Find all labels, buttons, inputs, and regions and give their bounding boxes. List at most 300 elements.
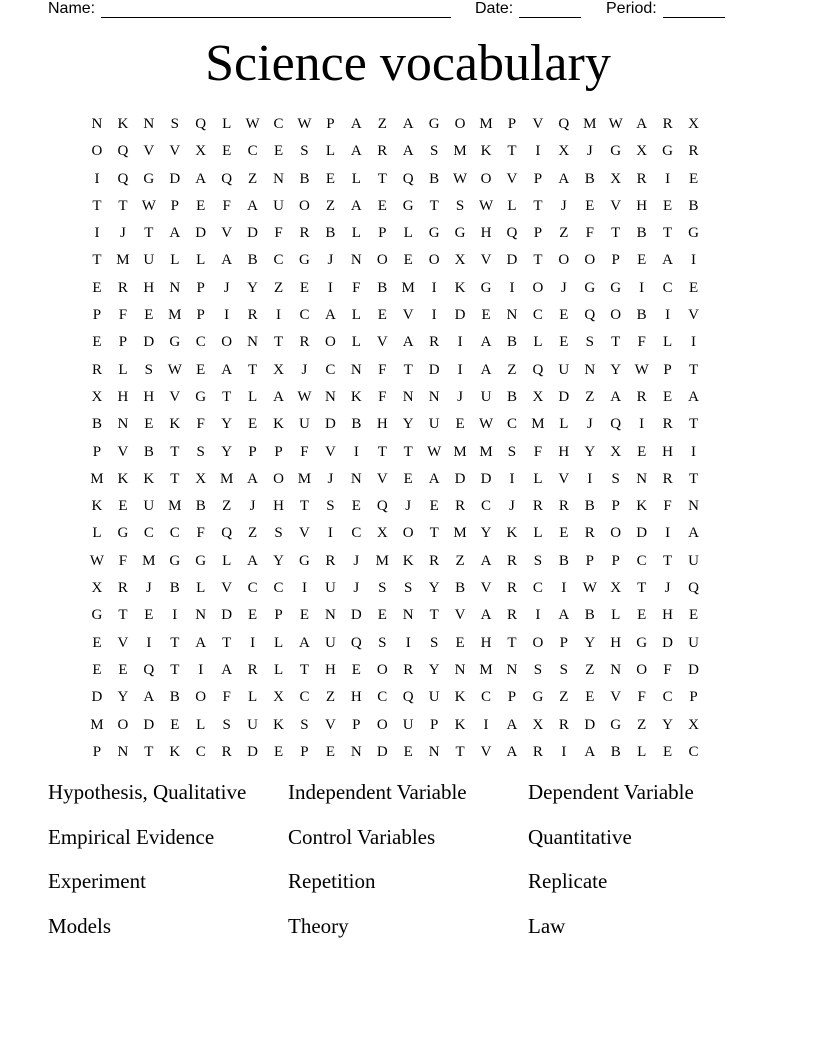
grid-letter[interactable]: C (377, 689, 388, 706)
grid-letter[interactable]: H (558, 443, 570, 460)
grid-letter[interactable]: O (610, 525, 622, 542)
grid-letter[interactable]: N (506, 661, 518, 678)
grid-letter[interactable]: U (143, 498, 155, 515)
grid-letter[interactable]: S (378, 634, 387, 651)
grid-letter[interactable]: E (403, 470, 413, 487)
grid-letter[interactable]: X (688, 716, 699, 733)
grid-letter[interactable]: F (663, 498, 672, 515)
grid-letter[interactable]: G (143, 170, 155, 187)
grid-letter[interactable]: L (663, 334, 673, 351)
grid-letter[interactable]: U (247, 716, 259, 733)
grid-letter[interactable]: V (558, 470, 570, 487)
grid-letter[interactable]: V (506, 170, 518, 187)
grid-letter[interactable]: S (196, 443, 205, 460)
grid-letter[interactable]: Y (480, 525, 492, 542)
grid-letter[interactable]: W (453, 170, 468, 187)
grid-letter[interactable]: D (454, 470, 466, 487)
grid-letter[interactable]: G (299, 252, 310, 269)
grid-letter[interactable]: A (299, 634, 310, 651)
grid-letter[interactable]: E (559, 525, 569, 542)
grid-letter[interactable]: N (402, 607, 414, 624)
grid-letter[interactable]: D (169, 170, 181, 187)
grid-letter[interactable]: M (219, 470, 234, 487)
grid-letter[interactable]: R (429, 552, 440, 569)
grid-letter[interactable]: A (273, 388, 284, 405)
grid-letter[interactable]: H (350, 689, 362, 706)
grid-letter[interactable]: E (351, 661, 361, 678)
grid-letter[interactable]: X (610, 170, 622, 187)
grid-letter[interactable]: P (507, 116, 517, 132)
grid-letter[interactable]: N (688, 498, 699, 515)
grid-letter[interactable]: J (586, 143, 593, 160)
grid-letter[interactable]: P (689, 689, 698, 706)
grid-letter[interactable]: Y (584, 443, 596, 460)
grid-letter[interactable]: V (221, 225, 233, 242)
grid-letter[interactable]: J (145, 580, 152, 597)
grid-letter[interactable]: Z (325, 197, 335, 214)
grid-letter[interactable]: E (377, 307, 387, 324)
grid-letter[interactable]: W (141, 197, 156, 214)
grid-letter[interactable]: Q (117, 143, 129, 160)
grid-letter[interactable]: J (405, 498, 412, 515)
grid-letter[interactable]: U (480, 388, 492, 405)
grid-letter[interactable]: U (688, 634, 699, 651)
grid-letter[interactable]: I (224, 307, 230, 324)
grid-letter[interactable]: F (533, 443, 543, 460)
grid-letter[interactable]: E (144, 307, 154, 324)
grid-letter[interactable]: D (143, 716, 155, 733)
grid-letter[interactable]: N (247, 334, 259, 351)
grid-letter[interactable]: X (195, 143, 207, 160)
grid-letter[interactable]: G (169, 334, 181, 351)
grid-letter[interactable]: M (479, 661, 493, 678)
grid-letter[interactable]: B (455, 580, 466, 597)
grid-letter[interactable]: X (532, 388, 544, 405)
grid-letter[interactable]: Z (455, 552, 465, 569)
grid-letter[interactable]: C (532, 580, 543, 597)
grid-letter[interactable]: X (376, 525, 388, 542)
grid-letter[interactable]: B (584, 170, 595, 187)
grid-letter[interactable]: I (561, 743, 567, 760)
grid-letter[interactable]: Y (662, 716, 674, 733)
grid-letter[interactable]: V (376, 470, 388, 487)
period-field[interactable] (606, 0, 725, 18)
grid-letter[interactable]: I (327, 279, 333, 296)
grid-letter[interactable]: V (376, 334, 388, 351)
grid-letter[interactable]: I (639, 416, 645, 433)
grid-letter[interactable]: J (664, 580, 671, 597)
grid-letter[interactable]: I (276, 307, 282, 324)
grid-letter[interactable]: L (325, 143, 335, 160)
grid-letter[interactable]: A (402, 143, 414, 160)
grid-letter[interactable]: M (479, 116, 493, 132)
grid-letter[interactable]: E (377, 197, 387, 214)
grid-letter[interactable]: R (636, 388, 647, 405)
grid-letter[interactable]: P (663, 361, 672, 378)
grid-letter[interactable]: N (91, 116, 103, 132)
grid-letter[interactable]: R (506, 607, 517, 624)
grid-letter[interactable]: I (301, 580, 307, 597)
grid-letter[interactable]: R (429, 334, 440, 351)
grid-letter[interactable]: G (480, 279, 492, 296)
grid-letter[interactable]: R (247, 661, 258, 678)
grid-letter[interactable]: A (350, 197, 362, 214)
grid-letter[interactable]: E (299, 607, 310, 624)
grid-letter[interactable]: A (506, 743, 518, 760)
grid-letter[interactable]: U (688, 552, 699, 569)
grid-letter[interactable]: R (299, 225, 310, 242)
grid-letter[interactable]: V (402, 307, 414, 324)
date-blank-line[interactable] (519, 3, 581, 18)
grid-letter[interactable]: D (376, 743, 388, 760)
grid-letter[interactable]: Q (376, 498, 388, 515)
grid-letter[interactable]: M (375, 552, 389, 569)
grid-letter[interactable]: T (663, 225, 673, 242)
grid-letter[interactable]: J (509, 498, 515, 515)
grid-letter[interactable]: O (195, 689, 207, 706)
grid-letter[interactable]: E (429, 498, 439, 515)
grid-letter[interactable]: B (247, 252, 258, 269)
grid-letter[interactable]: P (92, 307, 102, 324)
grid-letter[interactable]: P (118, 334, 128, 351)
grid-letter[interactable]: B (584, 607, 595, 624)
grid-letter[interactable]: T (507, 143, 517, 160)
grid-letter[interactable]: I (587, 470, 593, 487)
grid-letter[interactable]: A (247, 552, 259, 569)
grid-letter[interactable]: C (247, 143, 258, 160)
grid-letter[interactable]: I (561, 580, 567, 597)
grid-letter[interactable]: C (195, 743, 206, 760)
grid-letter[interactable]: P (378, 225, 387, 242)
grid-letter[interactable]: I (250, 634, 256, 651)
grid-letter[interactable]: E (273, 743, 284, 760)
grid-letter[interactable]: T (637, 580, 647, 597)
name-blank-line[interactable] (101, 3, 451, 18)
grid-letter[interactable]: R (221, 743, 232, 760)
grid-letter[interactable]: L (533, 525, 543, 542)
grid-letter[interactable]: Y (117, 689, 129, 706)
period-blank-line[interactable] (663, 3, 725, 18)
grid-letter[interactable]: F (118, 307, 128, 324)
grid-letter[interactable]: Z (585, 661, 595, 678)
grid-letter[interactable]: U (299, 416, 310, 433)
grid-letter[interactable]: A (402, 116, 414, 132)
grid-letter[interactable]: G (428, 116, 440, 132)
grid-letter[interactable]: R (662, 116, 673, 132)
grid-letter[interactable]: A (195, 634, 207, 651)
grid-letter[interactable]: Q (143, 661, 155, 678)
grid-letter[interactable]: E (455, 634, 465, 651)
grid-letter[interactable]: X (558, 143, 570, 160)
grid-letter[interactable]: L (637, 743, 647, 760)
grid-letter[interactable]: X (91, 580, 103, 597)
grid-letter[interactable]: S (404, 580, 413, 597)
grid-letter[interactable]: D (558, 388, 570, 405)
grid-letter[interactable]: I (483, 716, 489, 733)
grid-letter[interactable]: Q (350, 634, 362, 651)
grid-letter[interactable]: I (665, 170, 671, 187)
grid-letter[interactable]: T (248, 361, 258, 378)
grid-letter[interactable]: A (350, 116, 362, 132)
grid-letter[interactable]: A (610, 388, 622, 405)
grid-letter[interactable]: Y (221, 416, 233, 433)
grid-letter[interactable]: B (143, 443, 154, 460)
grid-letter[interactable]: U (428, 689, 440, 706)
grid-letter[interactable]: L (351, 225, 361, 242)
grid-letter[interactable]: P (248, 443, 257, 460)
grid-letter[interactable]: R (688, 143, 699, 160)
grid-letter[interactable]: S (429, 634, 439, 651)
grid-letter[interactable]: K (350, 388, 362, 405)
grid-letter[interactable]: V (117, 443, 129, 460)
grid-letter[interactable]: J (223, 279, 230, 296)
grid-letter[interactable]: D (454, 307, 466, 324)
grid-letter[interactable]: H (480, 634, 492, 651)
grid-letter[interactable]: P (533, 170, 543, 187)
grid-letter[interactable]: B (299, 170, 310, 187)
grid-letter[interactable]: N (350, 743, 362, 760)
grid-letter[interactable]: I (691, 252, 697, 269)
grid-letter[interactable]: S (326, 498, 335, 515)
grid-letter[interactable]: Z (559, 689, 569, 706)
grid-letter[interactable]: E (663, 197, 673, 214)
grid-letter[interactable]: A (247, 197, 259, 214)
grid-letter[interactable]: K (454, 716, 466, 733)
grid-letter[interactable]: R (558, 498, 569, 515)
grid-letter[interactable]: P (170, 197, 179, 214)
grid-letter[interactable]: B (506, 334, 517, 351)
grid-letter[interactable]: U (273, 197, 284, 214)
grid-letter[interactable]: J (560, 197, 567, 214)
grid-letter[interactable]: P (611, 552, 620, 569)
grid-letter[interactable]: E (248, 607, 258, 624)
grid-letter[interactable]: W (167, 361, 182, 378)
grid-letter[interactable]: I (146, 634, 152, 651)
grid-letter[interactable]: R (377, 143, 388, 160)
grid-letter[interactable]: H (324, 661, 336, 678)
grid-letter[interactable]: U (324, 580, 336, 597)
grid-letter[interactable]: P (507, 689, 517, 706)
grid-letter[interactable]: Z (637, 716, 647, 733)
grid-letter[interactable]: H (143, 388, 155, 405)
grid-letter[interactable]: Z (585, 388, 595, 405)
grid-letter[interactable]: I (509, 279, 515, 296)
grid-letter[interactable]: P (274, 443, 283, 460)
grid-letter[interactable]: I (172, 607, 178, 624)
grid-letter[interactable]: E (637, 252, 647, 269)
grid-letter[interactable]: C (662, 279, 673, 296)
grid-letter[interactable]: I (431, 279, 437, 296)
grid-letter[interactable]: N (273, 170, 284, 187)
grid-letter[interactable]: P (352, 716, 361, 733)
grid-letter[interactable]: Q (532, 361, 544, 378)
grid-letter[interactable]: M (401, 279, 415, 296)
grid-letter[interactable]: J (560, 279, 567, 296)
grid-letter[interactable]: I (327, 525, 333, 542)
grid-letter[interactable]: T (507, 634, 517, 651)
grid-letter[interactable]: B (169, 689, 180, 706)
grid-letter[interactable]: N (143, 116, 155, 132)
grid-letter[interactable]: W (245, 116, 260, 132)
grid-letter[interactable]: T (429, 197, 439, 214)
grid-letter[interactable]: R (299, 334, 310, 351)
grid-letter[interactable]: R (325, 552, 336, 569)
grid-letter[interactable]: J (457, 388, 464, 405)
grid-letter[interactable]: G (610, 716, 622, 733)
grid-letter[interactable]: M (116, 252, 130, 269)
grid-letter[interactable]: A (221, 252, 233, 269)
grid-letter[interactable]: G (428, 225, 440, 242)
grid-letter[interactable]: D (506, 252, 518, 269)
grid-letter[interactable]: A (480, 552, 492, 569)
grid-letter[interactable]: N (195, 607, 207, 624)
grid-letter[interactable]: F (274, 225, 283, 242)
grid-letter[interactable]: L (507, 197, 517, 214)
grid-letter[interactable]: E (196, 197, 206, 214)
grid-letter[interactable]: H (662, 607, 674, 624)
grid-letter[interactable]: D (636, 525, 648, 542)
grid-letter[interactable]: E (585, 197, 595, 214)
grid-letter[interactable]: N (584, 361, 596, 378)
grid-letter[interactable]: H (610, 634, 622, 651)
grid-letter[interactable]: P (92, 743, 102, 760)
grid-letter[interactable]: E (455, 416, 465, 433)
grid-letter[interactable]: V (480, 580, 492, 597)
grid-letter[interactable]: R (506, 580, 517, 597)
grid-letter[interactable]: T (377, 170, 387, 187)
grid-letter[interactable]: I (509, 470, 515, 487)
grid-letter[interactable]: E (92, 661, 102, 678)
grid-letter[interactable]: P (429, 716, 439, 733)
grid-letter[interactable]: L (273, 634, 284, 651)
grid-letter[interactable]: I (691, 334, 697, 351)
grid-letter[interactable]: T (688, 470, 699, 487)
grid-letter[interactable]: T (403, 361, 413, 378)
grid-letter[interactable]: N (169, 279, 181, 296)
grid-letter[interactable]: T (144, 743, 154, 760)
grid-letter[interactable]: K (454, 689, 466, 706)
grid-letter[interactable]: T (455, 743, 465, 760)
grid-letter[interactable]: E (688, 279, 699, 296)
grid-letter[interactable]: V (610, 197, 622, 214)
grid-letter[interactable]: R (558, 716, 569, 733)
grid-letter[interactable]: P (611, 252, 620, 269)
grid-letter[interactable]: U (143, 252, 155, 269)
grid-letter[interactable]: E (688, 170, 699, 187)
grid-letter[interactable]: H (273, 498, 284, 515)
grid-letter[interactable]: Q (558, 116, 570, 132)
grid-letter[interactable]: K (117, 470, 129, 487)
grid-letter[interactable]: Z (377, 116, 387, 132)
grid-letter[interactable]: G (688, 225, 699, 242)
grid-letter[interactable]: E (222, 143, 232, 160)
grid-letter[interactable]: I (535, 607, 541, 624)
grid-letter[interactable]: E (118, 498, 128, 515)
grid-letter[interactable]: E (663, 743, 673, 760)
grid-letter[interactable]: M (583, 116, 597, 132)
grid-letter[interactable]: S (533, 552, 543, 569)
grid-letter[interactable]: G (636, 634, 648, 651)
grid-letter[interactable]: X (195, 470, 207, 487)
grid-letter[interactable]: C (169, 525, 180, 542)
grid-letter[interactable]: O (221, 334, 233, 351)
grid-letter[interactable]: L (222, 552, 232, 569)
grid-letter[interactable]: V (324, 443, 336, 460)
grid-letter[interactable]: Y (402, 416, 414, 433)
grid-letter[interactable]: T (144, 225, 154, 242)
grid-letter[interactable]: H (480, 225, 492, 242)
grid-letter[interactable]: D (91, 689, 103, 706)
grid-letter[interactable]: I (94, 225, 100, 242)
grid-letter[interactable]: X (273, 361, 284, 378)
grid-letter[interactable]: O (532, 634, 544, 651)
grid-letter[interactable]: D (221, 607, 233, 624)
grid-letter[interactable]: F (378, 388, 387, 405)
grid-letter[interactable]: T (403, 443, 413, 460)
grid-letter[interactable]: E (170, 716, 180, 733)
grid-letter[interactable]: Y (273, 552, 284, 569)
grid-letter[interactable]: A (480, 607, 492, 624)
grid-letter[interactable]: O (376, 661, 388, 678)
grid-letter[interactable]: A (324, 307, 336, 324)
grid-letter[interactable]: T (533, 197, 543, 214)
grid-letter[interactable]: E (325, 743, 335, 760)
grid-letter[interactable]: D (195, 225, 207, 242)
grid-letter[interactable]: C (351, 525, 362, 542)
grid-letter[interactable]: X (454, 252, 466, 269)
grid-letter[interactable]: O (454, 116, 466, 132)
grid-letter[interactable]: A (584, 743, 596, 760)
grid-letter[interactable]: E (273, 143, 284, 160)
grid-letter[interactable]: P (300, 743, 309, 760)
grid-letter[interactable]: P (196, 307, 205, 324)
grid-letter[interactable]: W (478, 416, 494, 433)
grid-letter[interactable]: C (273, 252, 284, 269)
grid-letter[interactable]: T (611, 334, 621, 351)
grid-letter[interactable]: W (427, 443, 442, 460)
grid-letter[interactable]: F (196, 525, 205, 542)
grid-letter[interactable]: O (324, 334, 336, 351)
grid-letter[interactable]: T (118, 197, 128, 214)
grid-letter[interactable]: Z (507, 361, 517, 378)
grid-letter[interactable]: F (663, 661, 672, 678)
grid-letter[interactable]: V (532, 116, 544, 132)
grid-letter[interactable]: L (92, 525, 102, 542)
grid-letter[interactable]: B (636, 225, 647, 242)
grid-letter[interactable]: I (691, 443, 697, 460)
grid-letter[interactable]: S (144, 361, 154, 378)
grid-letter[interactable]: C (532, 307, 543, 324)
grid-letter[interactable]: H (117, 388, 129, 405)
grid-letter[interactable]: J (301, 361, 308, 378)
grid-letter[interactable]: T (299, 498, 310, 515)
grid-letter[interactable]: F (300, 443, 309, 460)
grid-letter[interactable]: T (92, 197, 102, 214)
grid-letter[interactable]: G (195, 388, 207, 405)
grid-letter[interactable]: A (428, 470, 440, 487)
grid-letter[interactable]: W (608, 116, 623, 132)
grid-letter[interactable]: A (480, 334, 492, 351)
grid-letter[interactable]: T (170, 443, 180, 460)
grid-letter[interactable]: J (353, 580, 360, 597)
grid-letter[interactable]: G (610, 143, 622, 160)
grid-letter[interactable]: K (117, 116, 129, 132)
grid-letter[interactable]: P (326, 116, 335, 132)
grid-letter[interactable]: C (299, 689, 310, 706)
grid-letter[interactable]: S (274, 525, 283, 542)
grid-letter[interactable]: I (198, 661, 204, 678)
grid-letter[interactable]: E (325, 170, 335, 187)
